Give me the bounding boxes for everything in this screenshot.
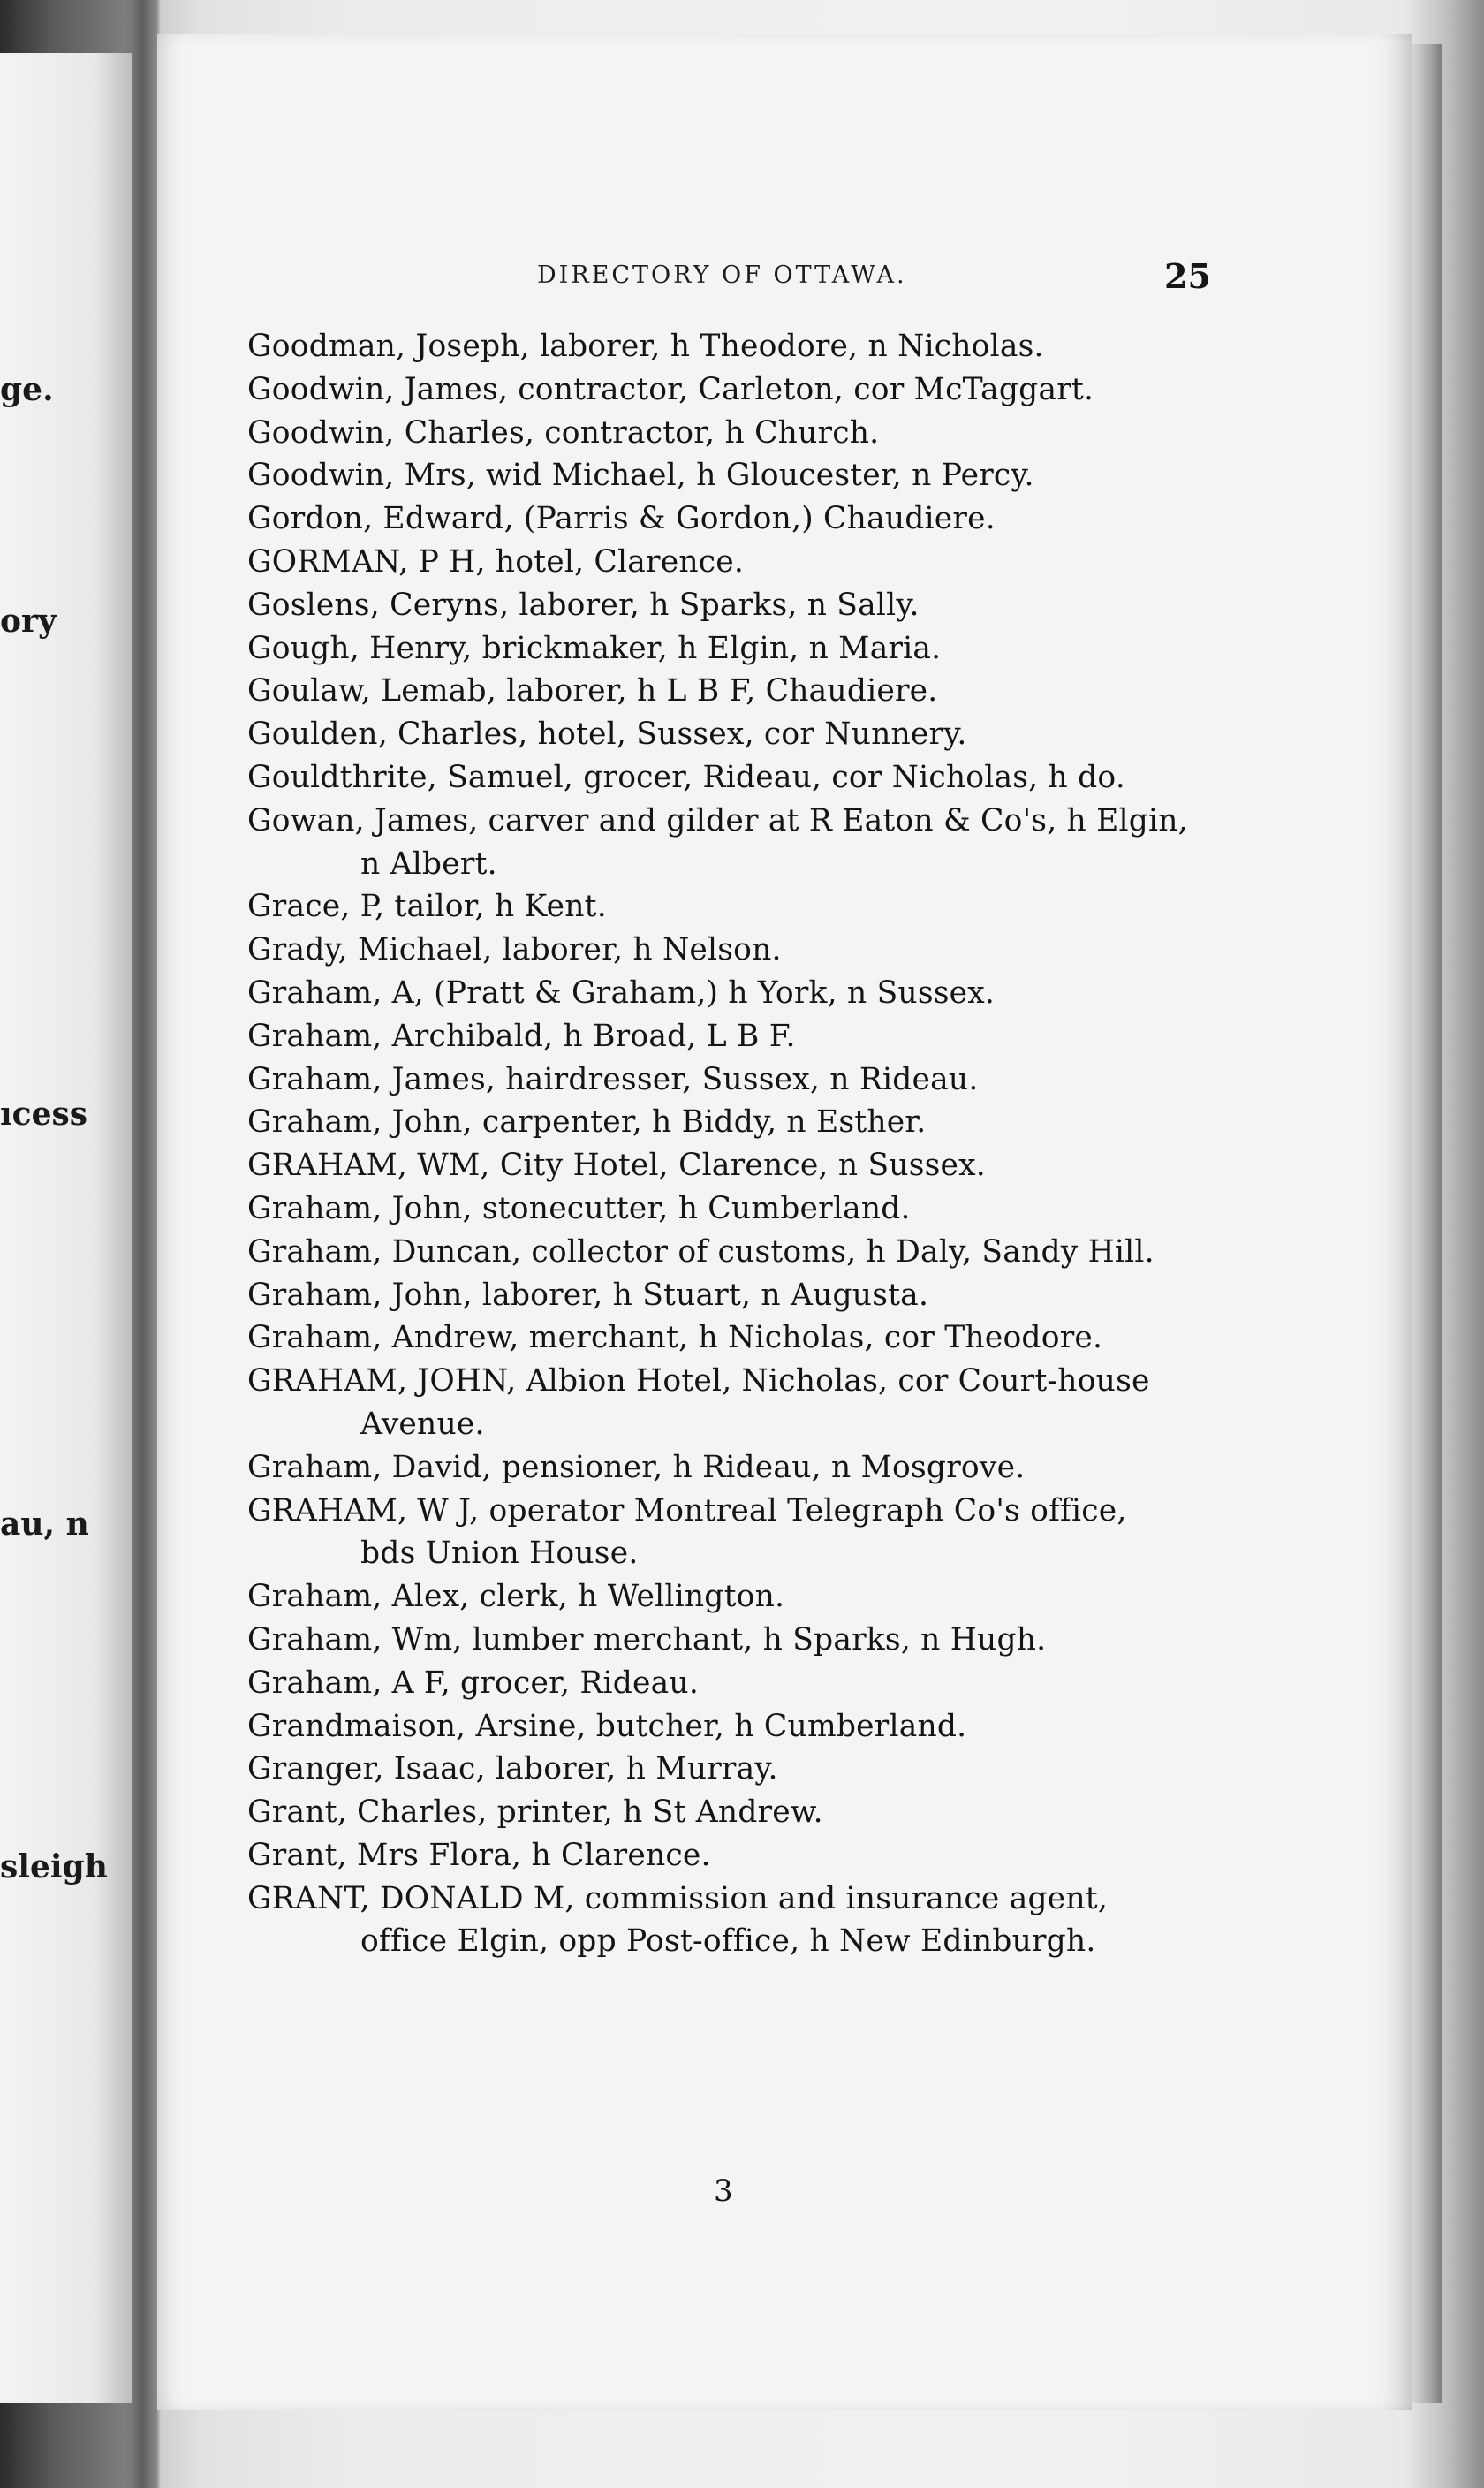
directory-entry (247, 1316, 1343, 1360)
directory-entry (247, 756, 1343, 800)
entry-text: Gouldthrite, Samuel, grocer, Rideau, cor Nicholas, h do. (247, 759, 1125, 795)
left-page-fragment: ory (0, 603, 57, 640)
directory-entry (247, 1274, 1343, 1317)
entry-text: Gordon, Edward, (Parris & Gordon,) Chaudiere. (247, 501, 996, 537)
directory-entry (247, 1187, 1343, 1231)
entry-text: Graham, James, hairdresser, Sussex, n Rideau. (247, 1061, 979, 1097)
directory-entry (247, 1877, 1343, 1964)
directory-entry (247, 1490, 1343, 1576)
directory-entry (247, 972, 1343, 1015)
entry-text: Graham, David, pensioner, h Rideau, n Mosgrove. (247, 1449, 1026, 1485)
entry-text: Graham, John, carpenter, h Biddy, n Esther. (247, 1104, 927, 1141)
entry-continuation: Avenue. (360, 1406, 485, 1442)
entry-text: Gowan, James, carver and gilder at R Eaton & Co's, h Elgin, (247, 802, 1188, 838)
entry-text: Graham, Andrew, merchant, h Nicholas, cor Theodore. (247, 1320, 1103, 1356)
entry-text: Goulaw, Lemab, laborer, h L B F, Chaudiere. (247, 673, 938, 709)
entry-text: Grady, Michael, laborer, h Nelson. (247, 932, 782, 968)
directory-entry (247, 541, 1343, 584)
directory-entry (247, 454, 1343, 497)
directory-entries (247, 325, 1343, 1963)
directory-entry (247, 800, 1343, 886)
left-page-fragment: au, n (0, 1506, 89, 1543)
entry-text: Goulden, Charles, hotel, Sussex, cor Nunnery. (247, 717, 967, 753)
directory-entry (247, 1791, 1343, 1834)
directory-entry (247, 412, 1343, 455)
entry-text: GORMAN, P H, hotel, Clarence. (247, 543, 745, 580)
entry-text: Graham, A, (Pratt & Graham,) h York, n Sussex. (247, 975, 996, 1011)
entry-text: Gough, Henry, brickmaker, h Elgin, n Maria. (247, 630, 942, 666)
directory-entry (247, 1360, 1343, 1446)
entry-text: Granger, Isaac, laborer, h Murray. (247, 1751, 778, 1787)
running-head: DIRECTORY OF OTTAWA. (537, 262, 907, 289)
left-facing-page (0, 53, 132, 2403)
entry-text: Graham, Duncan, collector of customs, h Daly, Sandy Hill. (247, 1233, 1155, 1270)
directory-entry (247, 1015, 1343, 1058)
entry-text: Graham, A F, grocer, Rideau. (247, 1665, 700, 1701)
entry-text: Grant, Charles, printer, h St Andrew. (247, 1794, 823, 1831)
directory-entry (247, 713, 1343, 756)
directory-entry (247, 1834, 1343, 1877)
directory-entry (247, 670, 1343, 713)
directory-entry (247, 1662, 1343, 1705)
entry-text: GRAHAM, W J, operator Montreal Telegraph Co's office, (247, 1492, 1127, 1528)
page-edge (1412, 44, 1442, 2403)
entry-text: Graham, Wm, lumber merchant, h Sparks, n Hugh. (247, 1621, 1047, 1657)
directory-entry (247, 1705, 1343, 1748)
directory-entry (247, 1231, 1343, 1274)
directory-entry (247, 497, 1343, 541)
directory-entry (247, 368, 1343, 412)
entry-continuation: office Elgin, opp Post-office, h New Edinburgh. (360, 1923, 1096, 1960)
entry-text: Graham, Archibald, h Broad, L B F. (247, 1018, 796, 1054)
directory-entry (247, 1575, 1343, 1619)
entry-text: Goodman, Joseph, laborer, h Theodore, n Nicholas. (247, 329, 1044, 364)
left-page-fragment: ıcess (0, 1096, 88, 1133)
directory-entry (247, 1619, 1343, 1662)
left-page-fragment: sleigh (0, 1848, 108, 1885)
entry-text: Graham, John, stonecutter, h Cumberland. (247, 1190, 911, 1226)
directory-entry (247, 1144, 1343, 1187)
signature-mark: 3 (714, 2173, 733, 2209)
directory-entry (247, 627, 1343, 671)
directory-entry (247, 885, 1343, 929)
entry-text: Goodwin, Charles, contractor, h Church. (247, 414, 880, 451)
entry-text: Grandmaison, Arsine, butcher, h Cumberland. (247, 1708, 967, 1744)
entry-text: GRAHAM, JOHN, Albion Hotel, Nicholas, cor Court-house (247, 1363, 1150, 1400)
entry-text: GRAHAM, WM, City Hotel, Clarence, n Sussex. (247, 1148, 986, 1184)
directory-entry (247, 325, 1343, 368)
directory-entry (247, 584, 1343, 627)
page-header (157, 256, 1412, 297)
entry-text: Graham, Alex, clerk, h Wellington. (247, 1579, 785, 1615)
entry-text: Graham, John, laborer, h Stuart, n Augusta. (247, 1277, 929, 1313)
entry-text: Goodwin, James, contractor, Carleton, cor McTaggart. (247, 371, 1094, 407)
entry-text: Goodwin, Mrs, wid Michael, h Gloucester, n Percy. (247, 458, 1034, 494)
page-number: 25 (1164, 256, 1211, 296)
book-gutter (132, 0, 157, 2488)
entry-text: Grace, P, tailor, h Kent. (247, 889, 607, 925)
entry-text: GRANT, DONALD M, commission and insurance agent, (247, 1880, 1109, 1916)
directory-entry (247, 929, 1343, 972)
entry-text: Goslens, Ceryns, laborer, h Sparks, n Sally. (247, 587, 920, 623)
directory-page (157, 34, 1412, 2410)
entry-text: Grant, Mrs Flora, h Clarence. (247, 1837, 711, 1873)
directory-entry (247, 1446, 1343, 1490)
entry-continuation: bds Union House. (360, 1536, 639, 1572)
entry-continuation: n Albert. (360, 846, 497, 882)
directory-entry (247, 1058, 1343, 1102)
directory-entry (247, 1748, 1343, 1791)
left-page-fragment: ge. (0, 371, 54, 408)
directory-entry (247, 1101, 1343, 1144)
